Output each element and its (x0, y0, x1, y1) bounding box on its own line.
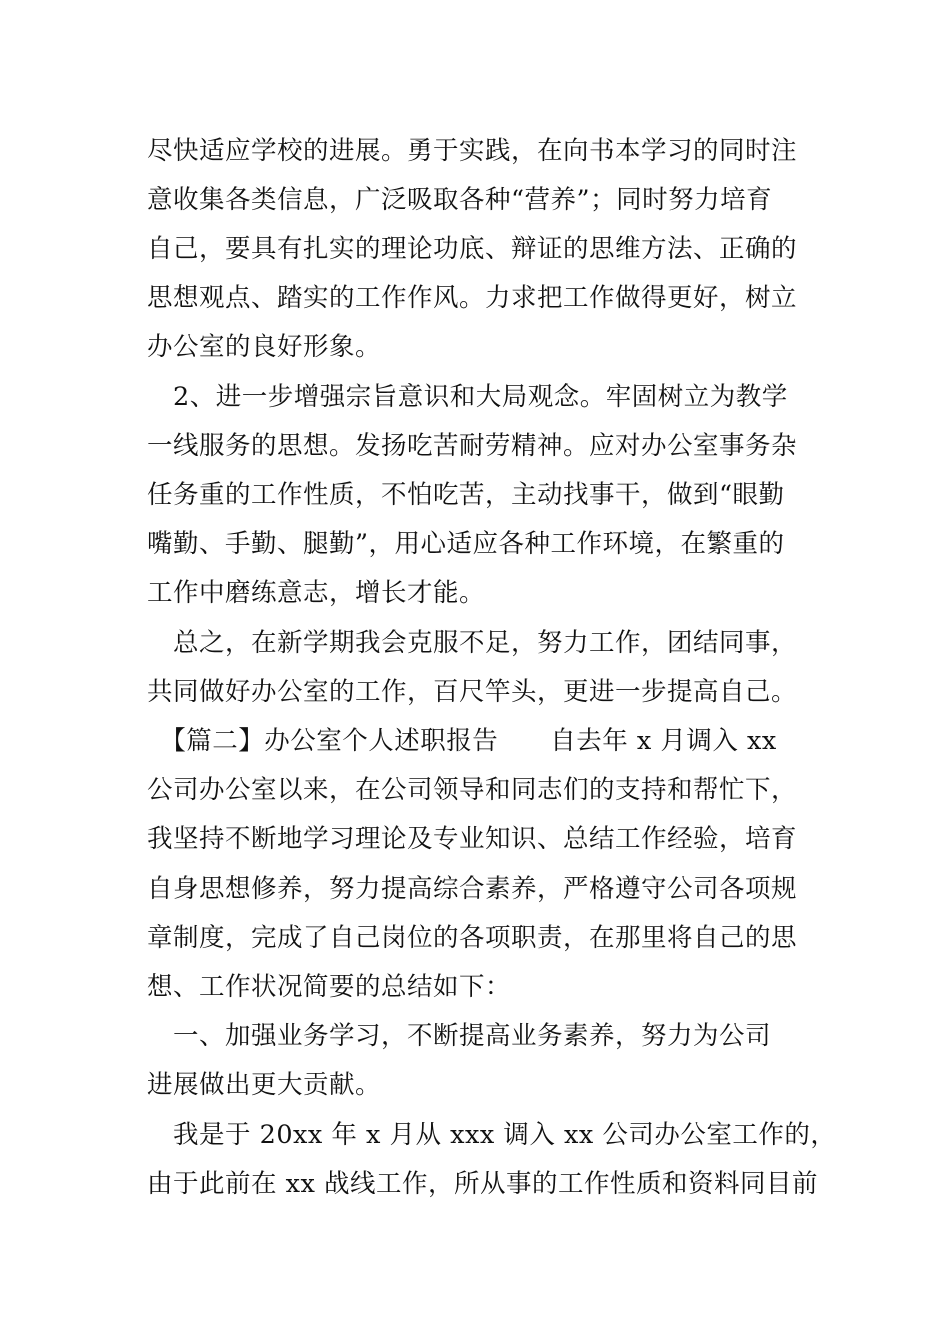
text-line: 我坚持不断地学习理论及专业知识、总结工作经验，培育 (147, 824, 798, 854)
text-line: 自己，要具有扎实的理论功底、辩证的思维方法、正确的 (147, 234, 798, 264)
text-line: 思想观点、踏实的工作作风。力求把工作做得更好，树立 (147, 283, 798, 313)
text-line: 想、工作状况简要的总结如下： (147, 972, 512, 1002)
text-line: 由于此前在 xx 战线工作，所从事的工作性质和资料同目前 (147, 1169, 818, 1199)
text-line: 章制度，完成了自己岗位的各项职责，在那里将自己的思 (147, 923, 798, 953)
text-line: 共同做好办公室的工作，百尺竿头，更进一步提高自己。 (147, 677, 798, 707)
text-line: 进展做出更大贡献。 (147, 1070, 382, 1100)
text-line: 公司办公室以来，在公司领导和同志们的支持和帮忙下， (147, 775, 798, 805)
text-line: 工作中磨练意志，增长才能。 (147, 578, 486, 608)
text-line: 我是于 20xx 年 x 月从 xxx 调入 xx 公司办公室工作的， (147, 1120, 837, 1150)
text-line: 自身思想修养，努力提高综合素养，严格遵守公司各项规 (147, 874, 798, 904)
text-line: 总之，在新学期我会克服不足，努力工作，团结同事， (147, 628, 798, 658)
text-line: 一线服务的思想。发扬吃苦耐劳精神。应对办公室事务杂 (147, 431, 798, 461)
text-line: 尽快适应学校的进展。勇于实践，在向书本学习的同时注 (147, 136, 798, 166)
text-line: 办公室的良好形象。 (147, 332, 382, 362)
text-line: 意收集各类信息，广泛吸取各种“营养”；同时努力培育 (147, 185, 773, 215)
text-line: 一、加强业务学习，不断提高业务素养，努力为公司 (147, 1021, 772, 1051)
text-line: 2、进一步增强宗旨意识和大局观念。牢固树立为教学 (147, 382, 788, 412)
section-heading-line: 【篇二】办公室个人述职报告 自去年 x 月调入 xx (147, 726, 777, 756)
text-line: 任务重的工作性质，不怕吃苦，主动找事干，做到“眼勤 (147, 480, 785, 510)
text-line: 嘴勤、手勤、腿勤”，用心适应各种工作环境，在繁重的 (147, 529, 785, 559)
